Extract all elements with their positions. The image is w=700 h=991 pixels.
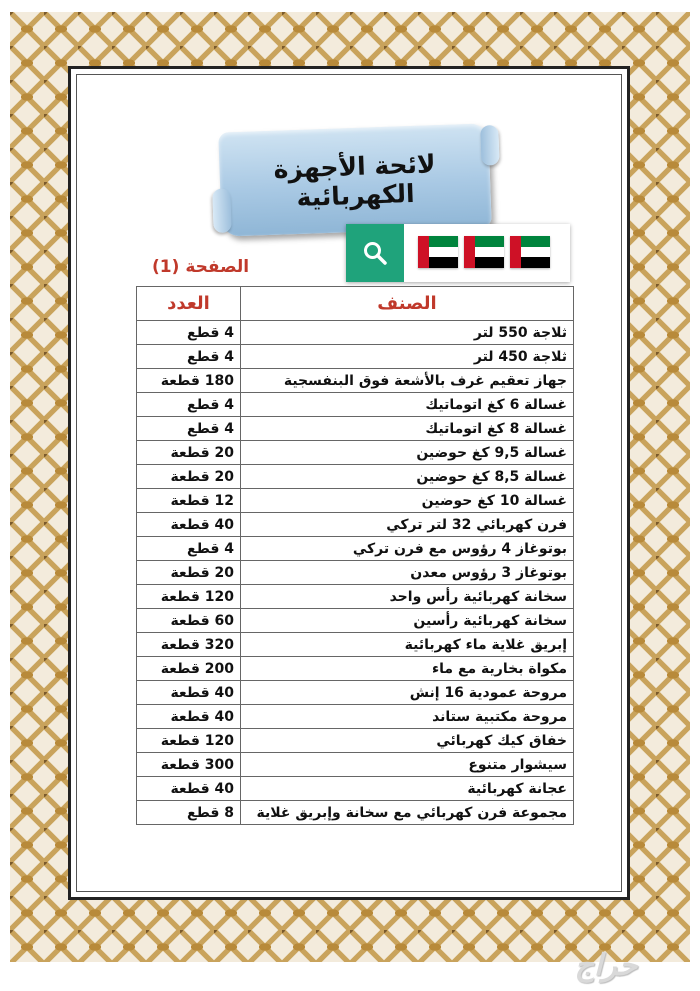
quantity-cell: 40 قطعة — [137, 777, 241, 801]
quantity-cell: 320 قطعة — [137, 633, 241, 657]
table-row — [137, 417, 574, 441]
table-row — [137, 753, 574, 777]
item-cell: ثلاجة 450 لتر — [241, 345, 574, 369]
table-row — [137, 801, 574, 825]
table-row — [137, 705, 574, 729]
quantity-cell: 8 قطع — [137, 801, 241, 825]
quantity-cell: 12 قطعة — [137, 489, 241, 513]
search-bar[interactable] — [346, 224, 570, 282]
column-header-item: الصنف — [241, 287, 574, 321]
quantity-cell: 40 قطعة — [137, 513, 241, 537]
table-row — [137, 513, 574, 537]
table-row — [137, 585, 574, 609]
item-cell: جهاز تعقيم غرف بالأشعة فوق البنفسجية — [241, 369, 574, 393]
item-cell: غسالة 9,5 كغ حوضين — [241, 441, 574, 465]
table-header-row — [137, 287, 574, 321]
item-cell: سخانة كهربائية رأس واحد — [241, 585, 574, 609]
search-button[interactable] — [346, 224, 404, 282]
item-cell: بوتوغاز 3 رؤوس معدن — [241, 561, 574, 585]
quantity-cell: 4 قطع — [137, 537, 241, 561]
item-cell: سيشوار متنوع — [241, 753, 574, 777]
item-cell: بوتوغاز 4 رؤوس مع فرن تركي — [241, 537, 574, 561]
quantity-cell: 40 قطعة — [137, 705, 241, 729]
quantity-cell: 180 قطعة — [137, 369, 241, 393]
item-cell: خفاق كيك كهربائي — [241, 729, 574, 753]
quantity-cell: 200 قطعة — [137, 657, 241, 681]
table-row — [137, 609, 574, 633]
quantity-cell: 4 قطع — [137, 345, 241, 369]
item-cell: إبريق غلاية ماء كهربائية — [241, 633, 574, 657]
table-row — [137, 633, 574, 657]
watermark-logo: حراج — [574, 948, 638, 983]
table-body — [137, 321, 574, 825]
table-row — [137, 657, 574, 681]
item-cell: مجموعة فرن كهربائي مع سخانة وإبريق غلاية — [241, 801, 574, 825]
table-row — [137, 681, 574, 705]
page-number-label: الصفحة (1) — [152, 257, 250, 277]
item-cell: غسالة 10 كغ حوضين — [241, 489, 574, 513]
table-row — [137, 729, 574, 753]
quantity-cell: 20 قطعة — [137, 441, 241, 465]
item-cell: فرن كهربائي 32 لتر تركي — [241, 513, 574, 537]
flag-row — [418, 236, 550, 268]
quantity-cell: 4 قطع — [137, 321, 241, 345]
quantity-cell: 20 قطعة — [137, 465, 241, 489]
table-row — [137, 561, 574, 585]
item-cell: ثلاجة 550 لتر — [241, 321, 574, 345]
quantity-cell: 4 قطع — [137, 393, 241, 417]
item-cell: مروحة عمودية 16 إنش — [241, 681, 574, 705]
item-cell: سخانة كهربائية رأسين — [241, 609, 574, 633]
quantity-cell: 60 قطعة — [137, 609, 241, 633]
appliance-table — [136, 286, 574, 825]
quantity-cell: 300 قطعة — [137, 753, 241, 777]
table-row — [137, 777, 574, 801]
search-icon — [362, 240, 388, 266]
table-row — [137, 537, 574, 561]
column-header-qty: العدد — [137, 287, 241, 321]
uae-flag-icon — [510, 236, 550, 268]
item-cell: مكواة بخارية مع ماء — [241, 657, 574, 681]
table-row — [137, 369, 574, 393]
item-cell: مروحة مكتبية ستاند — [241, 705, 574, 729]
table-row — [137, 321, 574, 345]
item-cell: عجانة كهربائية — [241, 777, 574, 801]
table-row — [137, 465, 574, 489]
quantity-cell: 40 قطعة — [137, 681, 241, 705]
table-row — [137, 393, 574, 417]
item-cell: غسالة 6 كغ اتوماتيك — [241, 393, 574, 417]
table-row — [137, 489, 574, 513]
quantity-cell: 20 قطعة — [137, 561, 241, 585]
quantity-cell: 120 قطعة — [137, 585, 241, 609]
item-cell: غسالة 8 كغ اتوماتيك — [241, 417, 574, 441]
uae-flag-icon — [418, 236, 458, 268]
item-cell: غسالة 8,5 كغ حوضين — [241, 465, 574, 489]
quantity-cell: 4 قطع — [137, 417, 241, 441]
document-title: لائحة الأجهزة الكهربائية — [273, 149, 436, 213]
table-row — [137, 441, 574, 465]
quantity-cell: 120 قطعة — [137, 729, 241, 753]
table-row — [137, 345, 574, 369]
uae-flag-icon — [464, 236, 504, 268]
title-scroll-banner — [218, 123, 491, 236]
